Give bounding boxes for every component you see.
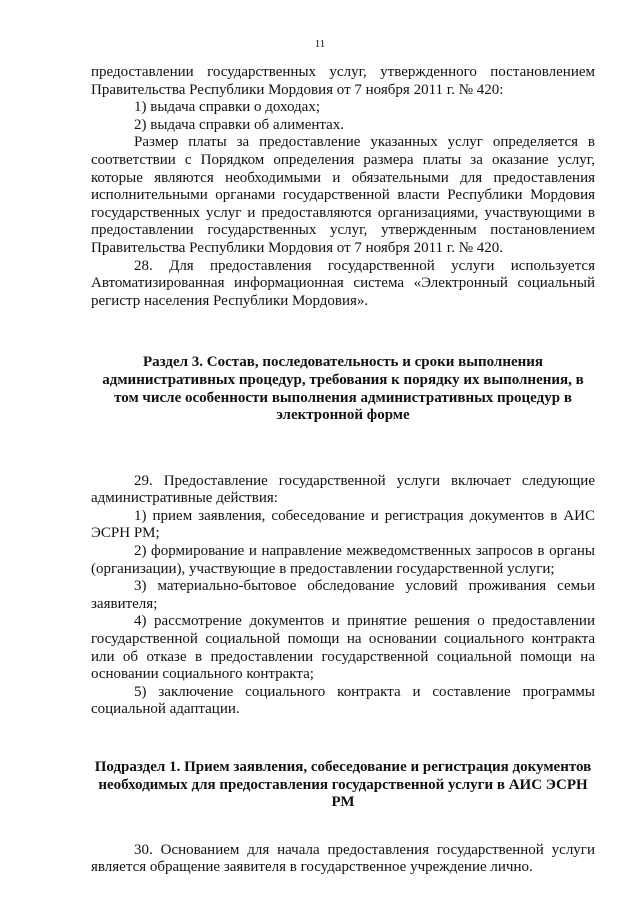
page-number: 11 bbox=[314, 38, 326, 50]
paragraph-29: 29. Предоставление государственной услуги включает следующие административные действия: bbox=[91, 472, 595, 507]
section-3-heading: Раздел 3. Состав, последовательность и сроки выполнения административных процедур, требования к порядку их выполнения, в том числе особенности выполнения административных процедур в электронной форме bbox=[102, 354, 584, 424]
paragraph-28: 28. Для предоставления государственной услуги используется Автоматизированная информационная система «Электронный социальный регистр населения Республики Мордовия». bbox=[91, 257, 595, 309]
subsection-1-heading: Подраздел 1. Прием заявления, собеседование и регистрация документов необходимых для предоставления государственной услуги в АИС ЭСРН РМ bbox=[94, 759, 592, 811]
paragraph-continuation: предоставлении государственных услуг, утвержденного постановлением Правительства Республики Мордовия от 7 ноября 2011 г. № 420: bbox=[91, 64, 595, 98]
list-item-income-certificate: 1) выдача справки о доходах; bbox=[134, 99, 320, 116]
paragraph-fee-amount: Размер платы за предоставление указанных услуг определяется в соответствии с Порядком определения размера платы за оказание услуг, которые являются необходимыми и обязательными для предоставления исполнительными органами государственной власти Республики Мордовия государственных услуг и предоставляются организациями, участвующими в предоставлении государственных услуг, утвержденным постановлением Правительства Республики Мордовия от 7 ноября 2011 г. № 420. bbox=[91, 134, 595, 256]
list-item-2: 2) формирование и направление межведомственных запросов в органы (организации), участвующие в предоставлении государственной услуги; bbox=[91, 543, 595, 577]
paragraph-30: 30. Основанием для начала предоставления государственной услуги является обращение заявителя в государственное учреждение лично. bbox=[91, 841, 595, 876]
list-item-4: 4) рассмотрение документов и принятие решения о предоставлении государственной социальной помощи на основании социального контракта или об отказе в предоставлении государственной социальной помощи на основании социального контракта; bbox=[91, 613, 595, 683]
list-item-1: 1) прием заявления, собеседование и регистрация документов в АИС ЭСРН РМ; bbox=[91, 507, 595, 542]
list-item-5: 5) заключение социального контракта и составление программы социальной адаптации. bbox=[91, 683, 595, 718]
list-item-alimony-certificate: 2) выдача справки об алиментах. bbox=[134, 116, 345, 133]
list-item-3: 3) материально-бытовое обследование условий проживания семьи заявителя; bbox=[91, 578, 595, 612]
document-body bbox=[91, 64, 595, 877]
